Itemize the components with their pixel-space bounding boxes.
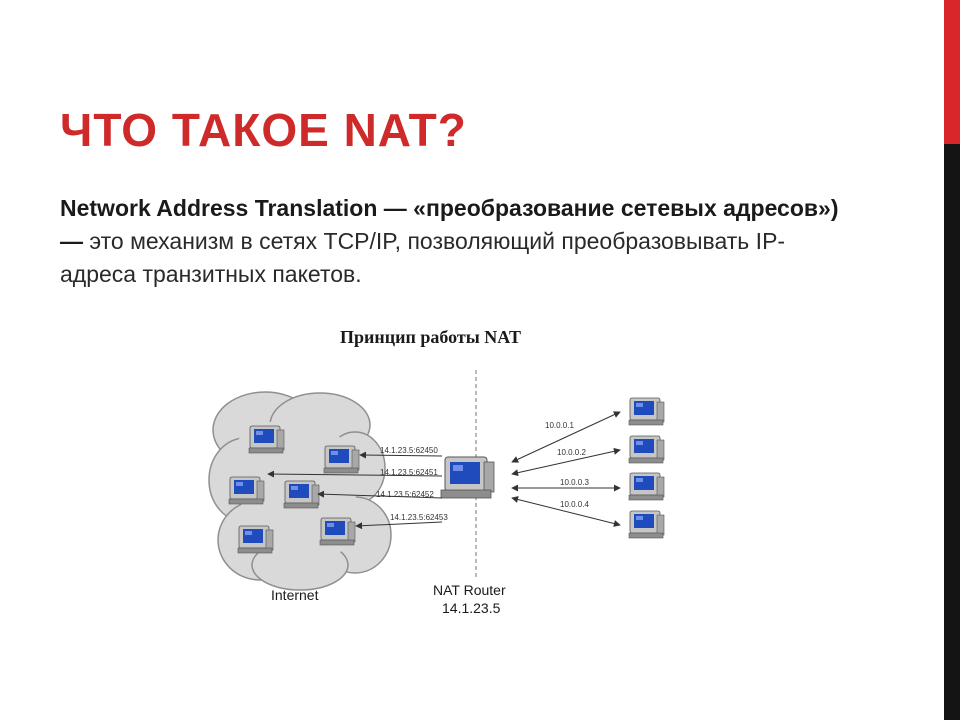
diagram-title: Принцип работы NAT (340, 327, 521, 347)
public-mapping-label: 14.1.23.5:62452 (376, 490, 434, 499)
internet-host-computer-icon (229, 477, 264, 504)
internet-host-computer-icon (284, 481, 319, 508)
private-host-computer-icon (629, 436, 664, 463)
public-mapping-label: 14.1.23.5:62453 (390, 513, 448, 522)
slide-title: ЧТО ТАКОЕ NAT? (60, 104, 467, 156)
internet-label: Internet (271, 587, 319, 603)
private-ip-label: 10.0.0.2 (557, 448, 586, 457)
nat-router-label: NAT Router (433, 582, 506, 598)
private-host-computer-icon (629, 511, 664, 538)
slide-edge-accent-black (944, 144, 960, 720)
private-host-computer-icon (629, 398, 664, 425)
internet-host-computer-icon (238, 526, 273, 553)
slide-edge-accent-red (944, 0, 960, 144)
public-mapping-label: 14.1.23.5:62450 (380, 446, 438, 455)
private-ip-label: 10.0.0.3 (560, 478, 589, 487)
internet-host-computer-icon (320, 518, 355, 545)
body-text-bold: Network Address Translation — «преобразование сетевых адресов») — (60, 195, 839, 254)
public-mapping-label: 14.1.23.5:62451 (380, 468, 438, 477)
internet-host-computer-icon (249, 426, 284, 453)
internet-host-computer-icon (324, 446, 359, 473)
body-text-rest: это механизм в сетях TCP/IP, позволяющий преобразовывать IP-адреса транзитных пакетов. (60, 228, 786, 287)
private-host-computer-icon (629, 473, 664, 500)
private-ip-label: 10.0.0.1 (545, 421, 574, 430)
nat-router-ip-label: 14.1.23.5 (442, 600, 501, 616)
private-ip-label: 10.0.0.4 (560, 500, 589, 509)
nat-router-computer-icon (441, 457, 494, 498)
